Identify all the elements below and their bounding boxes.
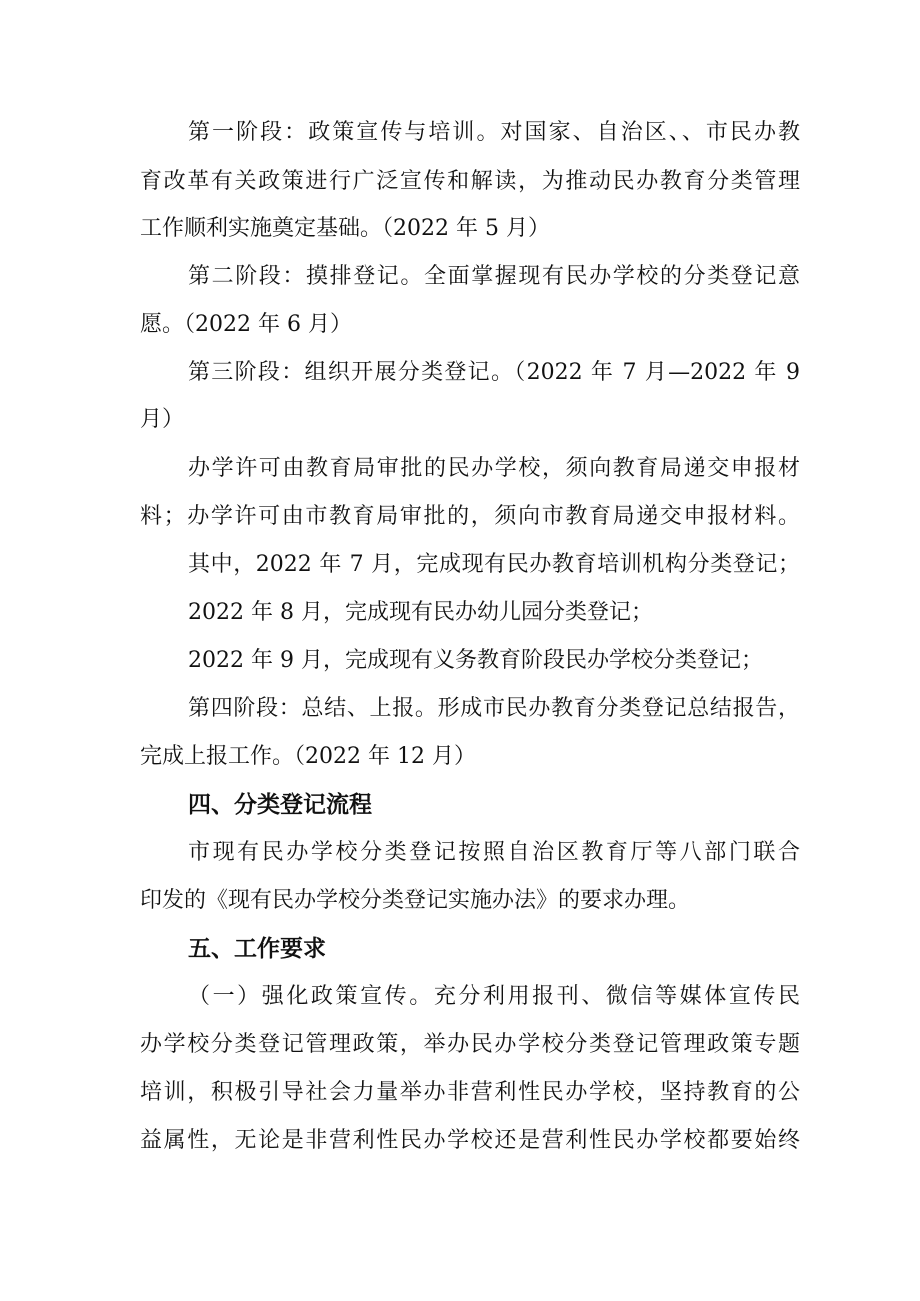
schedule-line-1: 其中，2022 年 7 月，完成现有民办教育培训机构分类登记； bbox=[188, 552, 800, 577]
section4-line-1: 市现有民办学校分类登记按照自治区教育厅等八部门联合 bbox=[188, 840, 800, 865]
section4-line-2: 印发的《现有民办学校分类登记实施办法》的要求办理。 bbox=[140, 888, 691, 913]
stage2-line-2: 愿。（2022 年 6 月） bbox=[140, 312, 352, 337]
section5-line-1: （一）强化政策宣传。充分利用报刊、微信等媒体宣传民 bbox=[188, 984, 800, 1009]
stage3-line-2: 月） bbox=[140, 407, 185, 432]
section4-heading: 四、分类登记流程 bbox=[188, 792, 372, 818]
stage4-line-1: 第四阶段：总结、上报。形成市民办教育分类登记总结报告， bbox=[188, 696, 800, 721]
stage1-line-3: 工作顺利实施奠定基础。（2022 年 5 月） bbox=[140, 216, 550, 241]
stage1-line-1: 第一阶段：政策宣传与培训。对国家、自治区、、市民办教 bbox=[188, 120, 800, 145]
stage1-line-2: 育改革有关政策进行广泛宣传和解读，为推动民办教育分类管理 bbox=[140, 169, 800, 194]
section5-line-2: 办学校分类登记管理政策，举办民办学校分类登记管理政策专题 bbox=[140, 1032, 800, 1057]
schedule-line-3: 2022 年 9 月，完成现有义务教育阶段民办学校分类登记； bbox=[188, 648, 763, 673]
stage2-line-1: 第二阶段：摸排登记。全面掌握现有民办学校的分类登记意 bbox=[188, 264, 800, 289]
section5-heading: 五、工作要求 bbox=[188, 936, 326, 962]
section5-line-3: 培训，积极引导社会力量举办非营利性民办学校，坚持教育的公 bbox=[140, 1080, 800, 1105]
stage4-line-2: 完成上报工作。（2022 年 12 月） bbox=[140, 744, 476, 769]
stage3-line-1: 第三阶段：组织开展分类登记。（2022 年 7 月—2022 年 9 bbox=[188, 360, 800, 385]
schedule-line-2: 2022 年 8 月，完成现有民办幼儿园分类登记； bbox=[188, 600, 653, 625]
approval-line-1: 办学许可由教育局审批的民办学校，须向教育局递交申报材 bbox=[188, 456, 800, 481]
approval-line-2: 料；办学许可由市教育局审批的，须向市教育局递交申报材料。 bbox=[140, 504, 800, 529]
section5-line-4: 益属性，无论是非营利性民办学校还是营利性民办学校都要始终 bbox=[140, 1128, 800, 1153]
